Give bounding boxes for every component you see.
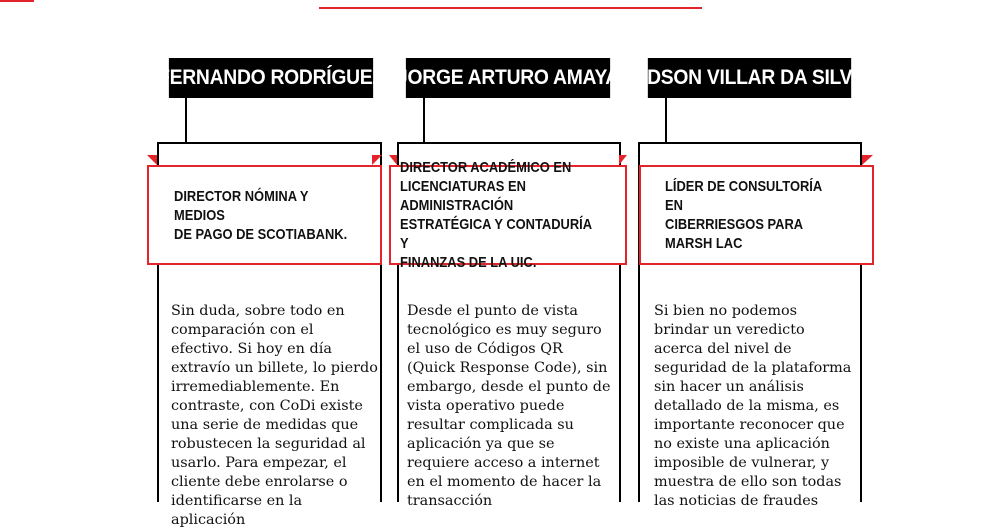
ribbon-fold [389,155,397,165]
role-box [639,165,874,265]
name-bar: JORGE ARTURO AMAYA [406,58,610,98]
quote-text: Si bien no podemos brindar un veredicto acerca del nivel de seguridad de la plataforma sin hacer un análisis detallado de la misma, es importante reconocer que no existe una aplicación imposible de vulnerar, y muestra de ello son todas las noticias de fraudes [654,303,852,509]
top-divider [319,7,702,9]
ribbon-fold [147,155,157,165]
ribbon-fold [862,155,873,165]
role-box [389,159,627,271]
name-bar: FERNANDO RODRÍGUEZ [169,58,373,98]
connector-line [665,98,667,143]
quote-text: Sin duda, sobre todo en comparación con el efectivo. Si hoy en día extravío un billete, lo pierdo irremediablemente. En contraste, con CoDi existe una serie de medidas que robustecen la seguridad al usarlo. Para empezar, el cliente debe enrolarse o identificarse en la aplicación [171,303,378,528]
ribbon-fold [372,155,382,165]
name-bar: EDSON VILLAR DA SILVA [648,58,851,98]
connector-line [423,98,425,143]
top-accent-line [0,0,34,2]
role-title: LÍDER DE CONSULTORÍA EN CIBERRIESGOS PARA MARSH LAC [665,178,822,252]
connector-line [185,98,187,143]
ribbon-fold [619,155,627,165]
role-title: DIRECTOR NÓMINA Y MEDIOS DE PAGO DE SCOTIABANK. [174,187,348,243]
role-box [147,165,382,265]
quote-text: Desde el punto de vista tecnológico es muy seguro el uso de Códigos QR (Quick Response Code), sin embargo, desde el punto de vista operativo puede resultar complicada su aplicación ya que se requiere acceso a internet en el momento de hacer la transacción [407,303,611,509]
role-title: DIRECTOR ACADÉMICO EN LICENCIATURAS EN ADMINISTRACIÓN ESTRATÉGICA Y CONTADURÍA Y FINANZAS DE LA UIC. [400,159,592,271]
